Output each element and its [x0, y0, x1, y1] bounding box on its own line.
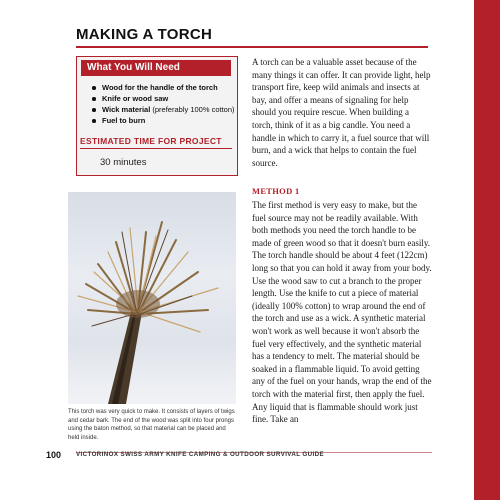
estimated-time-rule	[80, 148, 232, 149]
method-paragraph: The first method is very easy to make, but the fuel source may not be readily available. With both methods you need the torch handle to be made of green wood so that it doesn't burn easily. The torch handle should be about 4 feet (122cm) long so that you can hold it away from your body. Use the wood saw to cut a branch to the proper length. Use the knife to cut a piece of material (ideally 100% cotton) to wrap around the end of the torch and use as a wick. A synthetic material won't work as well because it won't absorb the fuel very effectively, and the synthetic material has a tendency to melt. The material should be soaked in a flammable liquid. To avoid getting any of the fuel on your hands, wrap the end of the torch with the material first, then apply the fuel. Any liquid that is flammable should work just fine. Take an	[252, 200, 432, 425]
title-rule	[76, 46, 428, 48]
list-item: Wick material (preferably 100% cotton)	[92, 104, 235, 115]
list-item: Fuel to burn	[92, 115, 235, 126]
page-edge-bar	[474, 0, 500, 500]
torch-photo	[68, 192, 236, 404]
torch-illustration	[68, 192, 236, 404]
photo-caption: This torch was very quick to make. It consists of layers of twigs and cedar bark. The end of the wood was split into four prongs using the baton method, so that material can be placed and held inside.	[68, 409, 235, 441]
page-title: MAKING A TORCH	[76, 26, 213, 43]
running-footer-title: VICTORINOX SWISS ARMY KNIFE CAMPING & OUTDOOR SURVIVAL GUIDE	[76, 451, 325, 458]
list-item: Wood for the handle of the torch	[92, 82, 235, 93]
estimated-time-value: 30 minutes	[100, 157, 147, 168]
page-number: 100	[46, 450, 62, 460]
estimated-time-label: ESTIMATED TIME FOR PROJECT	[80, 136, 222, 146]
what-you-need-header: What You Will Need	[81, 60, 231, 76]
what-you-need-list	[92, 82, 235, 126]
method-heading: METHOD 1	[252, 186, 300, 196]
list-item: Knife or wood saw	[92, 93, 235, 104]
intro-paragraph: A torch can be a valuable asset because of the many things it can offer. It can provide light, help transport fire, keep wild animals and insects at bay, and offer a means of signaling for help should you require rescue. When building a torch, think of it as a big candle. You need a handle in which to carry it, a fuel source that will burn, and a wick that helps to contain the fuel source.	[252, 57, 431, 168]
